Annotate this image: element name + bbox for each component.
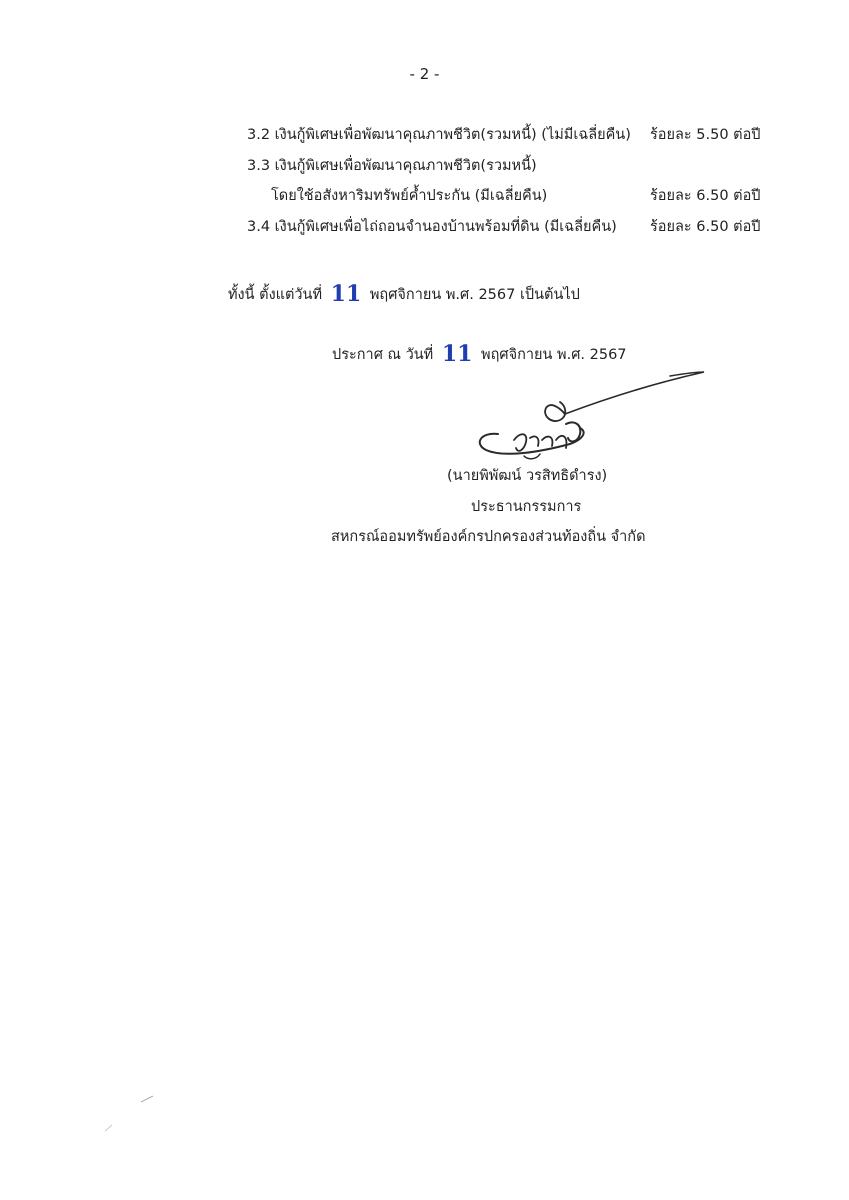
announcement-date-day-handwritten: 11: [441, 341, 473, 367]
signatory-position: ประธานกรรมการ: [471, 499, 582, 515]
loan-rate-3-4: ร้อยละ 6.50 ต่อปี: [650, 219, 761, 235]
signatory-organization: สหกรณ์ออมทรัพย์องค์กรปกครองส่วนท้องถิ่น จำกัด: [331, 529, 646, 545]
effective-date-line: [228, 282, 580, 305]
loan-rate-3-2: ร้อยละ 5.50 ต่อปี: [650, 127, 761, 143]
page-number: - 2 -: [409, 65, 440, 83]
signatory-name: (นายพิพัฒน์ วรสิทธิดำรง): [447, 468, 608, 484]
effective-date-suffix: พฤศจิกายน พ.ศ. 2567 เป็นต้นไป: [369, 287, 580, 303]
loan-item-3-3: 3.3 เงินกู้พิเศษเพื่อพัฒนาคุณภาพชีวิต(รวมหนี้): [247, 158, 537, 174]
loan-item-3-3-continuation: โดยใช้อสังหาริมทรัพย์ค้ำประกัน (มีเฉลี่ยคืน): [271, 188, 548, 204]
handwritten-signature: [470, 362, 710, 472]
scan-speck: [140, 1095, 154, 1103]
effective-date-day-handwritten: 11: [330, 281, 362, 307]
loan-item-3-4: 3.4 เงินกู้พิเศษเพื่อไถ่ถอนจำนองบ้านพร้อมที่ดิน (มีเฉลี่ยคืน): [247, 219, 617, 235]
scan-speck: [104, 1124, 118, 1132]
loan-rate-3-3: ร้อยละ 6.50 ต่อปี: [650, 188, 761, 204]
announcement-date-suffix: พฤศจิกายน พ.ศ. 2567: [481, 347, 627, 363]
effective-date-prefix: ทั้งนี้ ตั้งแต่วันที่: [228, 287, 323, 303]
announcement-date-prefix: ประกาศ ณ วันที่: [332, 347, 434, 363]
loan-item-3-2: 3.2 เงินกู้พิเศษเพื่อพัฒนาคุณภาพชีวิต(รวมหนี้) (ไม่มีเฉลี่ยคืน): [247, 127, 631, 143]
